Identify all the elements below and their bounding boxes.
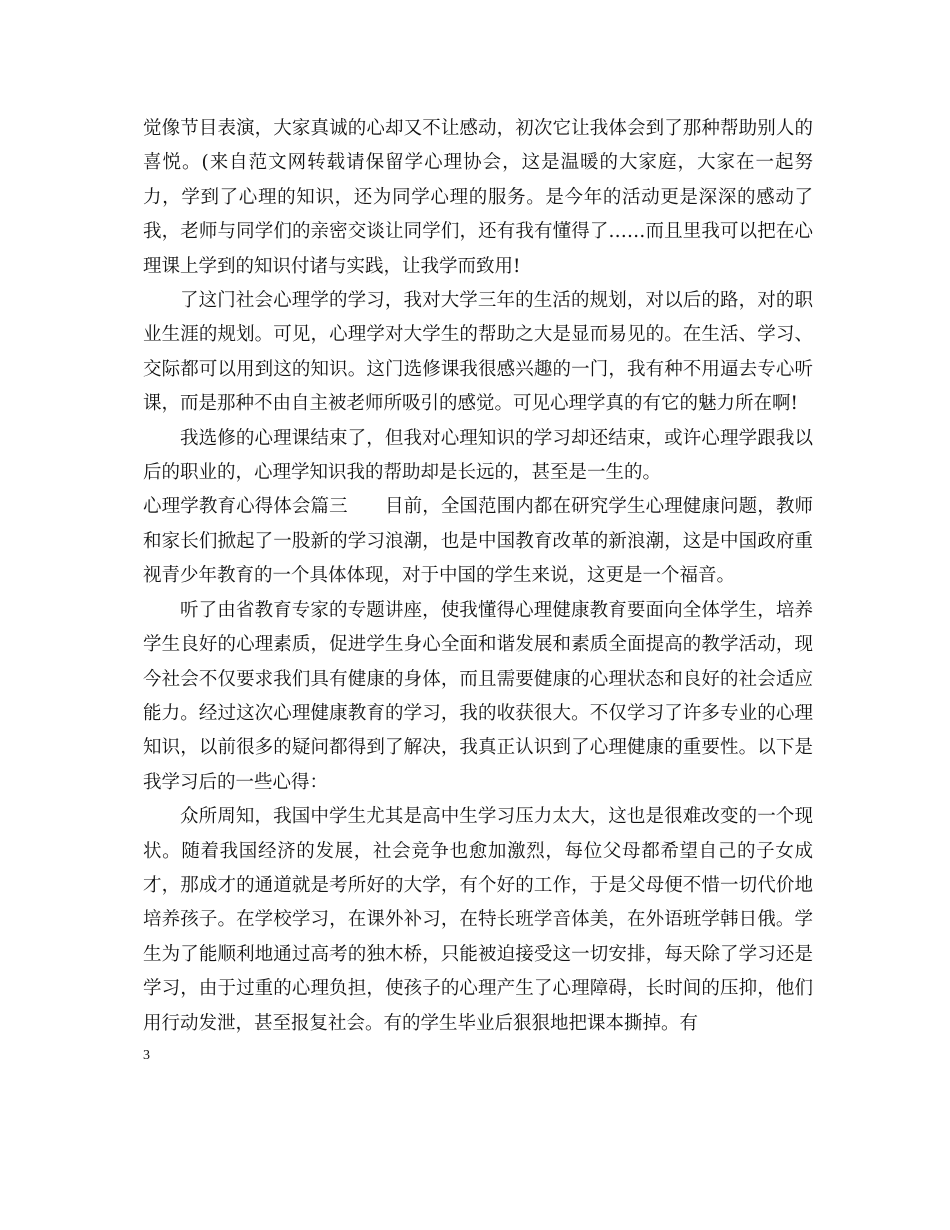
paragraph: 了这门社会心理学的学习，我对大学三年的生活的规划，对以后的路，对的职业生涯的规划。可见，心理学对大学生的帮助之大是显而易见的。在生活、学习、交际都可以用到这的知识。这门选修课我很感兴趣的一门，我有种不用逼去专心听课，而是那种不由自主被老师所吸引的感觉。可见心理学真的有它的魅力所在啊!: [143, 290, 813, 415]
page-number: 3: [143, 1048, 150, 1063]
paragraph: 觉像节目表演，大家真诚的心却又不让感动，初次它让我体会到了那种帮助别人的喜悦。(来自范文网转载请保留学心理协会，这是温暖的大家庭，大家在一起努力，学到了心理的知识，还为同学心理的服务。是今年的活动更是深深的感动了我，老师与同学们的亲密交谈让同学们，还有我有懂得了……而且里我可以把在心理课上学到的知识付诸与实践，让我学而致用!: [143, 118, 813, 277]
section-heading-paragraph: 心理学教育心得体会篇三 目前，全国范围内都在研究学生心理健康问题，教师和家长们掀起了一股新的学习浪潮，也是中国教育改革的新浪潮，这是中国政府重视青少年教育的一个具体体现，对于中国的学生来说，这更是一个福音。: [143, 496, 813, 587]
paragraph: 听了由省教育专家的专题讲座，使我懂得心理健康教育要面向全体学生，培养学生良好的心理素质，促进学生身心全面和谐发展和素质全面提高的教学活动，现今社会不仅要求我们具有健康的身体，而且需要健康的心理状态和良好的社会适应能力。经过这次心理健康教育的学习，我的收获很大。不仅学习了许多专业的心理知识，以前很多的疑问都得到了解决，我真正认识到了心理健康的重要性。以下是我学习后的一些心得：: [143, 599, 813, 793]
paragraph: 众所周知，我国中学生尤其是高中生学习压力太大，这也是很难改变的一个现状。随着我国经济的发展，社会竞争也愈加激烈，每位父母都希望自己的子女成才，那成才的通道就是考所好的大学，有个好的工作，于是父母便不惜一切代价地培养孩子。在学校学习，在课外补习，在特长班学音体美，在外语班学韩日俄。学生为了能顺利地通过高考的独木桥，只能被迫接受这一切安排，每天除了学习还是学习，由于过重的心理负担，使孩子的心理产生了心理障碍，长时间的压抑，他们用行动发泄，甚至报复社会。有的学生毕业后狠狠地把课本撕掉。有: [143, 806, 813, 1034]
document-body: [143, 112, 813, 1041]
paragraph: 我选修的心理课结束了，但我对心理知识的学习却还结束，或许心理学跟我以后的职业的，心理学知识我的帮助却是长远的，甚至是一生的。: [143, 427, 813, 484]
